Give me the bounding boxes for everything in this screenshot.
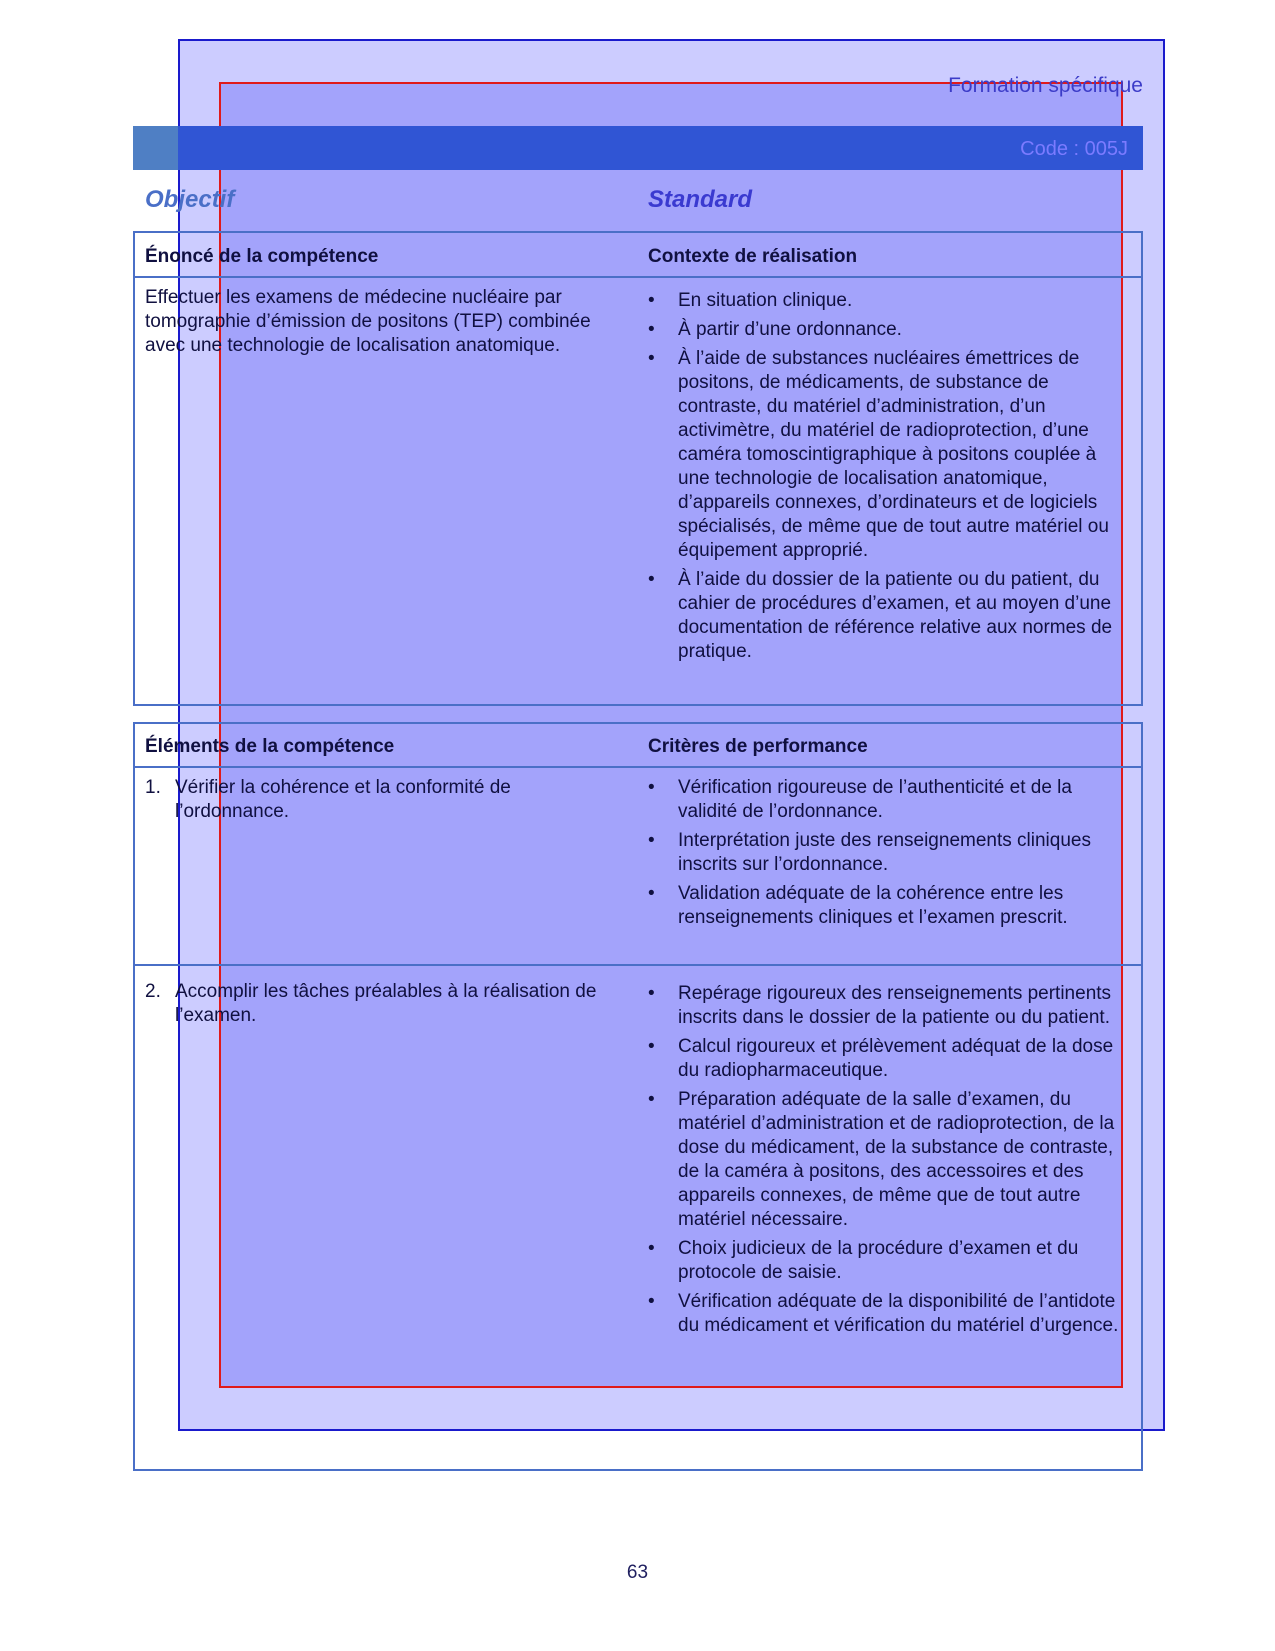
list-item: • En situation clinique. [648, 290, 853, 311]
header-divider [135, 766, 1141, 768]
elements-header: Éléments de la compétence [145, 736, 395, 757]
list-item: • Repérage rigoureux des renseignements pertinents inscrits dans le dossier de la patiente ou du patient. [648, 983, 1112, 1028]
header-divider [135, 276, 1141, 278]
objective-label: Objectif [145, 186, 235, 213]
criteria-header: Critères de performance [648, 736, 868, 757]
page-number: 63 [626, 1562, 649, 1583]
bullet-icon: • [648, 348, 655, 369]
list-item: • Vérification adéquate de la disponibilité de l’antidote du médicament et vérification du matériel d’urgence. [648, 1291, 1119, 1336]
bullet-icon: • [648, 290, 655, 311]
element-item-1 [145, 776, 605, 824]
competency-statement: Effectuer les examens de médecine nucléaire par tomographie d’émission de positons (TEP) combinée avec une technologie de localisation anatomique. [145, 287, 591, 356]
criteria-list-2 [648, 982, 1123, 1343]
list-item: • Vérification rigoureuse de l’authenticité et de la validité de l’ordonnance. [648, 777, 1072, 822]
element-text: Accomplir les tâches préalables à la réalisation de l’examen. [175, 981, 597, 1026]
bullet-icon: • [648, 883, 655, 904]
list-item: • Validation adéquate de la cohérence entre les renseignements cliniques et l’examen prescrit. [648, 883, 1068, 928]
element-text: Vérifier la cohérence et la conformité de l’ordonnance. [175, 777, 511, 822]
bullet-icon: • [648, 1036, 655, 1057]
list-item: • À l’aide de substances nucléaires émettrices de positons, de médicaments, de substance de contraste, du matériel d’administration, d’un activimètre, du matériel de radioprotection, d’une caméra tomoscintigraphique à positons couplée à une technologie de localisation anatomique, d’appareils connexes, d’ordinateurs et de logiciels spécialisés, de même que de tout autre matériel ou équipement approprié. [648, 348, 1109, 561]
bullet-icon: • [648, 983, 655, 1004]
list-item: • À l’aide du dossier de la patiente ou du patient, du cahier de procédures d’examen, et au moyen d’une documentation de référence relative aux normes de pratique. [648, 569, 1113, 662]
elements-table [133, 722, 1143, 1471]
context-list [648, 289, 1123, 669]
context-header: Contexte de réalisation [648, 246, 858, 267]
competency-table [133, 231, 1143, 706]
list-item: • Choix judicieux de la procédure d’examen et du protocole de saisie. [648, 1238, 1079, 1283]
bullet-icon: • [648, 1291, 655, 1312]
bullet-icon: • [648, 830, 655, 851]
section-title: Formation spécifique [948, 74, 1143, 97]
bullet-icon: • [648, 1238, 655, 1259]
bullet-icon: • [648, 569, 655, 590]
list-item: • Calcul rigoureux et prélèvement adéquat de la dose du radiopharmaceutique. [648, 1036, 1114, 1081]
list-item: • À partir d’une ordonnance. [648, 319, 902, 340]
element-number: 1. [145, 777, 161, 798]
list-item: • Préparation adéquate de la salle d’examen, du matériel d’administration et de radioprotection, de la dose du médicament, de la substance de contraste, de la caméra à positons, des accessoires et des appareils connexes, de même que de tout autre matériel nécessaire. [648, 1089, 1115, 1230]
bullet-icon: • [648, 319, 655, 340]
row-divider [135, 964, 1141, 966]
element-item-2 [145, 980, 605, 1028]
program-code: Code : 005J [1020, 138, 1128, 160]
code-banner [133, 126, 1143, 170]
criteria-list-1 [648, 776, 1123, 935]
bullet-icon: • [648, 1089, 655, 1110]
list-item: • Interprétation juste des renseignements cliniques inscrits sur l’ordonnance. [648, 830, 1091, 875]
standard-label: Standard [648, 186, 753, 213]
statement-header: Énoncé de la compétence [145, 246, 379, 267]
element-number: 2. [145, 981, 161, 1002]
bullet-icon: • [648, 777, 655, 798]
